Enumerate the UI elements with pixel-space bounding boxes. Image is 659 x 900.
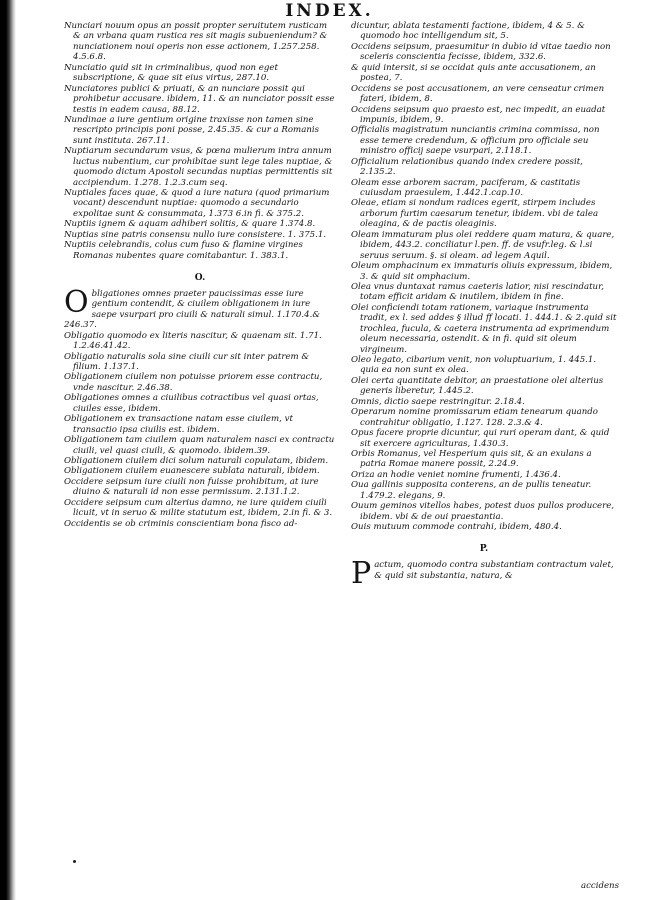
index-entry: Nunciatio quid sit in criminalibus, quod non eget subscriptione, & quae sit eius virtus, 287.10.: [64, 62, 278, 84]
index-entry: Nuptiis celebrandis, colus cum fuso & flamine virgines Romanas nubentes quare comitabantur. 1. 383.1.: [64, 240, 303, 261]
index-entry: Nuptiarum secundarum vsus, & pœna mulierum intra annum luctus nubentium, cur prohibitae sunt lege tales nuptiae, & quomodo dictum Apostoli secundas nuptias permittentis sit accipiendum. 1.278. 1.2.3.cum seq.: [64, 146, 333, 188]
index-entry: Obligatio quomodo ex literis nascitur, & quaenam sit. 1.71. 1.2.46.41.42.: [64, 330, 322, 352]
index-entry: Obligationem tam ciuilem quam naturalem nasci ex contractu ciuili, vel quasi ciuili, & quomodo. ibidem.39.: [64, 435, 335, 456]
index-entry: Oleam esse arborem sacram, paciferam, & castitatis cuiusdam praesulem, 1.442.1.cap.10.: [351, 177, 581, 198]
index-entry: Occidens se post accusationem, an vere censeatur crimen fateri, ibidem, 8.: [351, 83, 605, 105]
index-entry: & quid intersit, si se occidat quis ante accusationem, an postea, 7.: [351, 62, 596, 84]
index-entry: Occidens seipsum, praesumitur in dubio id vitae taedio non sceleris conscientia fecisse, ibidem, 332.6.: [351, 41, 611, 63]
index-entry: Obligationem ciuilem non potuisse priorem esse contractu, vnde nascitur. 2.46.38.: [64, 372, 323, 393]
index-entry: Nuptiis ignem & aquam adhiberi solitis, & quare 1.374.8.: [64, 219, 316, 230]
index-entry: Oleo legato, cibarium venit, non voluptuarium, 1. 445.1. quia ea non sunt ex olea.: [351, 355, 597, 376]
index-entry: Ouum geminos vitellos habes, potest duos pullos producere, ibidem. vbi & de oui praestantia.: [351, 501, 615, 522]
index-entry: Obligationes omnes praeter paucissimas esse iure gentium contendit, & ciuilem obligationem in iure saepe vsurpari pro ciuili & naturali simul. 1.170.4.& 246.37.: [64, 284, 320, 331]
index-entry: Pactum, quomodo contra substantiam contractum valet, & quid sit substantia, natura, &: [351, 556, 614, 592]
index-entry: Officialium relationibus quando index credere possit, 2.135.2.: [351, 156, 583, 178]
index-entry: Obligationem ciuilem dici solum naturali copulatam, ibidem.: [64, 455, 329, 466]
entries-letter-o-continued: [351, 21, 617, 532]
index-entry: Occidere seipsum iure ciuili non fuisse prohibitum, at iure diuino & naturali id non esse permissum. 2.131.1.2.: [64, 476, 319, 498]
index-column-right: [351, 21, 617, 877]
index-entry: Operarum nomine promissarum etiam tenearum quando contrahitur obligatio, 1.127. 128. 2.3.& 4.: [351, 407, 598, 428]
index-entry: Nunciatores publici & priuati, & an nunciare possit qui prohibetur accusare. ibidem, 11. & an nunciator possit esse testis in eadem causa, 88.12.: [64, 83, 335, 115]
drop-cap: O: [64, 284, 89, 320]
index-column-left: [64, 21, 336, 877]
index-entry: dicuntur, ablata testamenti factione, ibidem, 4 & 5. & quomodo hoc intelligendum sit, 5.: [351, 21, 585, 42]
section-letter-o: O.: [194, 273, 206, 284]
index-entry: Occidere seipsum cum alterius damno, ne iure quidem ciuili licuit, vt in seruo & milite statutum est, ibidem, 2.in fi. & 3.: [64, 497, 333, 519]
index-entry: Nuptiales faces quae, & quod a iure natura (quod primarium vocant) descendunt nuptiae: quomodo a secundario expolitae sunt & consummata, 1.373 6.in fi. & 375.2.: [64, 188, 330, 219]
entries-letter-o: [64, 284, 336, 529]
entries-letter-p: [351, 556, 617, 592]
index-entry: Oleam immaturam plus olei reddere quam matura, & quare, ibidem, 443.2. conciliatur l.pen. ff. de vsufr.leg. & l.si seruus seruum. §. si oleam. ad legem Aquil.: [351, 229, 615, 261]
index-entry: Ouis mutuum commode contrahi, ibidem, 480.4.: [351, 522, 562, 532]
index-entry: Oleum omphacinum ex immaturis oliuis expressum, ibidem, 3. & quid sit omphacium.: [351, 261, 613, 282]
index-entry: Orbis Romanus, vel Hesperium quis sit, & an exulans a patria Romae manere possit, 2.24.9.: [351, 448, 592, 470]
index-entry: Olea vnus duntaxat ramus caeteris latior, nisi rescindatur, totam efficit aridam & inutilem, ibidem in fine.: [351, 281, 604, 303]
index-entry: Occidentis se ob criminis conscientiam bona fisco ad-: [64, 518, 298, 529]
ink-speck: [73, 860, 76, 863]
index-entry: Nuptias sine patris consensu nullo iure consistere. 1. 375.1.: [64, 229, 327, 240]
entries-letter-n: [64, 21, 336, 261]
drop-cap: P: [351, 556, 372, 592]
page-title: INDEX.: [285, 1, 374, 21]
index-entry: Officialis magistratum nunciantis crimina commissa, non esse temere credendum, & officium pro officiale seu ministro officij saepe vsurpari, 2.118.1.: [351, 125, 600, 157]
index-entry: Obligationes omnes a ciuilibus cotractibus vel quasi ortas, ciuiles esse, ibidem.: [64, 393, 319, 414]
index-entry: Obligationem ciuilem euanescere sublata naturali, ibidem.: [64, 466, 320, 477]
index-entry: Nunciari nouum opus an possit propter seruitutem rusticam & an vrbana quam rustica res sit magis subueniendum? & nunciationem noui operis non esse actionem, 1.257.258. 4.5.6.8.: [64, 21, 328, 63]
index-entry: Opus facere proprie dicuntur, qui ruri operam dant, & quid sit exercere agriculturas, 1.430.3.: [351, 428, 610, 449]
index-entry: Olei certa quantitate debitor, an praestatione olei alterius generis liberetur, 1.445.2.: [351, 375, 604, 397]
index-entry: Oriza an hodie veniet nomine frumenti, 1.436.4.: [351, 469, 561, 480]
index-entry: Oua gallinis supposita conterens, an de pullis teneatur. 1.479.2. elegans, 9.: [351, 480, 592, 501]
index-entry: Oleae, etiam si nondum radices egerit, stirpem includes arborum furtim caesarum tenetur, ibidem. vbi de talea oleagina, & de pactis oleaginis.: [351, 198, 599, 230]
section-letter-p: P.: [479, 544, 489, 555]
index-entry: Nundinae a iure gentium origine traxisse non tamen sine rescripto principis poni posse, 2.45.35. & cur a Romanis sunt instituta. 267.11.: [64, 114, 320, 146]
index-entry: Obligatio naturalis sola sine ciuili cur sit inter patrem & filium. 1.137.1.: [64, 351, 310, 373]
page-binding-edge: [0, 0, 16, 900]
index-entry: Obligationem ex transactione natam esse ciuilem, vt transactio ipsa ciuilis est. ibidem.: [64, 414, 293, 435]
index-entry: Occidens seipsum quo praesto est, nec impedit, an euadat impunis, ibidem, 9.: [351, 104, 606, 125]
index-entry: Omnis, dictio saepe restringitur. 2.18.4.: [351, 396, 525, 407]
catchword: accidens: [580, 881, 619, 891]
index-entry: Olei conficiendi totam rationem, variaque instrumenta tradit, ex l. sed addes § illud ff locati. 1. 444.1. & 2.quid sit trochlea, fucula, & caetera instrumenta ad exprimendum oleum necessaria, ostendit. & in fi. quid sit oleum virgineum.: [351, 302, 617, 355]
